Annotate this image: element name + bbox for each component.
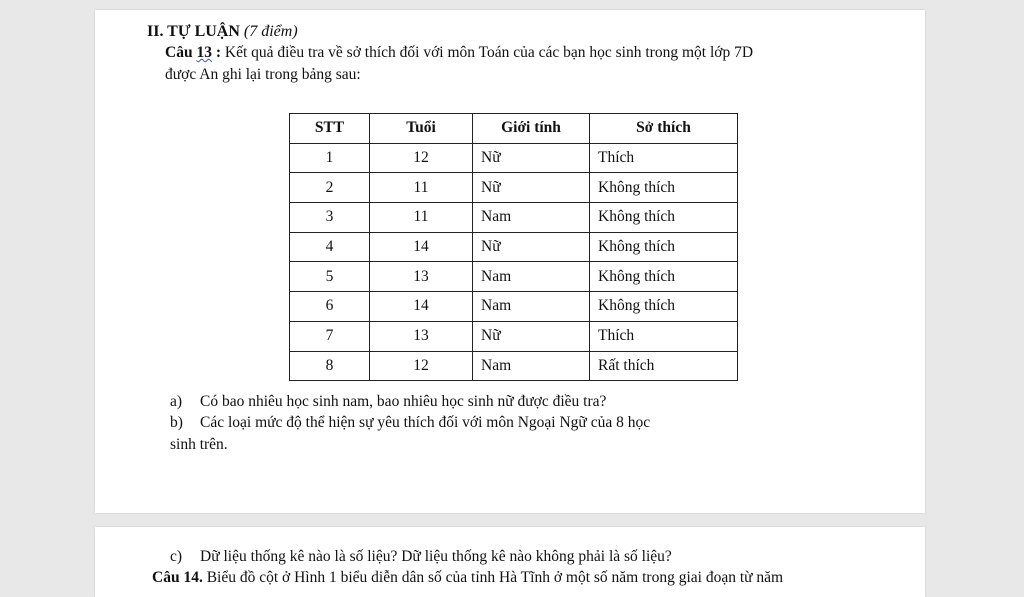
header-gender: Giới tính: [473, 114, 590, 144]
cell-preference: Thích: [590, 143, 738, 173]
section-heading-title: II. TỰ LUẬN: [147, 23, 240, 40]
question-13-separator: :: [211, 44, 221, 61]
question-13-number: 13: [196, 44, 212, 61]
cell-age: 11: [370, 203, 473, 233]
question-b-marker: b): [170, 414, 183, 431]
cell-stt: 1: [290, 143, 370, 173]
cell-age: 11: [370, 173, 473, 203]
cell-gender: Nam: [473, 292, 590, 322]
question-14: [152, 569, 783, 587]
question-a-text: Có bao nhiêu học sinh nam, bao nhiêu học sinh nữ được điều tra?: [200, 393, 607, 410]
cell-preference: Không thích: [590, 173, 738, 203]
cell-age: 13: [370, 321, 473, 351]
question-b: [170, 414, 650, 432]
document-page-1: [95, 10, 925, 513]
table-row: [290, 262, 738, 292]
header-preference: Sở thích: [590, 114, 738, 144]
question-b-text: Các loại mức độ thể hiện sự yêu thích đối với môn Ngoại Ngữ của 8 học: [200, 414, 651, 431]
table-row: [290, 203, 738, 233]
cell-stt: 7: [290, 321, 370, 351]
cell-gender: Nữ: [473, 321, 590, 351]
table-row: [290, 143, 738, 173]
cell-gender: Nam: [473, 262, 590, 292]
table-row: [290, 232, 738, 262]
question-c-text: Dữ liệu thống kê nào là số liệu? Dữ liệu thống kê nào không phải là số liệu?: [200, 548, 672, 565]
cell-preference: Không thích: [590, 232, 738, 262]
question-c: [170, 548, 672, 566]
cell-age: 13: [370, 262, 473, 292]
cell-stt: 5: [290, 262, 370, 292]
question-a: [170, 393, 606, 411]
table-row: [290, 173, 738, 203]
cell-stt: 3: [290, 203, 370, 233]
cell-gender: Nam: [473, 203, 590, 233]
question-14-text: Biểu đồ cột ở Hình 1 biểu diễn dân số của tỉnh Hà Tĩnh ở một số năm trong giai đoạn từ năm: [202, 569, 784, 586]
table-row: [290, 292, 738, 322]
question-13-text-1: Kết quả điều tra về sở thích đối với môn Toán của các bạn học sinh trong một lớp 7D: [221, 44, 754, 61]
cell-preference: Rất thích: [590, 351, 738, 381]
question-14-label: Câu 14.: [152, 569, 203, 586]
cell-gender: Nam: [473, 351, 590, 381]
cell-preference: Không thích: [590, 262, 738, 292]
cell-stt: 8: [290, 351, 370, 381]
cell-age: 14: [370, 292, 473, 322]
question-c-marker: c): [170, 548, 183, 565]
cell-age: 12: [370, 351, 473, 381]
cell-gender: Nữ: [473, 173, 590, 203]
table-row: [290, 351, 738, 381]
cell-preference: Không thích: [590, 292, 738, 322]
question-b-continuation: sinh trên.: [170, 436, 228, 453]
section-heading: [147, 23, 298, 41]
document-page-2: [95, 527, 925, 597]
header-age: Tuổi: [370, 114, 473, 144]
table-row: [290, 321, 738, 351]
cell-preference: Không thích: [590, 203, 738, 233]
cell-stt: 6: [290, 292, 370, 322]
section-heading-points: (7 điểm): [243, 23, 298, 40]
cell-gender: Nữ: [473, 232, 590, 262]
header-stt: STT: [290, 114, 370, 144]
cell-stt: 4: [290, 232, 370, 262]
cell-gender: Nữ: [473, 143, 590, 173]
cell-preference: Thích: [590, 321, 738, 351]
question-13-line-2: được An ghi lại trong bảng sau:: [165, 66, 361, 83]
question-a-marker: a): [170, 393, 183, 410]
table-header-row: [290, 114, 738, 144]
cell-age: 14: [370, 232, 473, 262]
survey-table: [289, 113, 738, 381]
cell-stt: 2: [290, 173, 370, 203]
question-13-line-1: [165, 44, 753, 62]
question-13-label: Câu: [165, 44, 193, 61]
cell-age: 12: [370, 143, 473, 173]
